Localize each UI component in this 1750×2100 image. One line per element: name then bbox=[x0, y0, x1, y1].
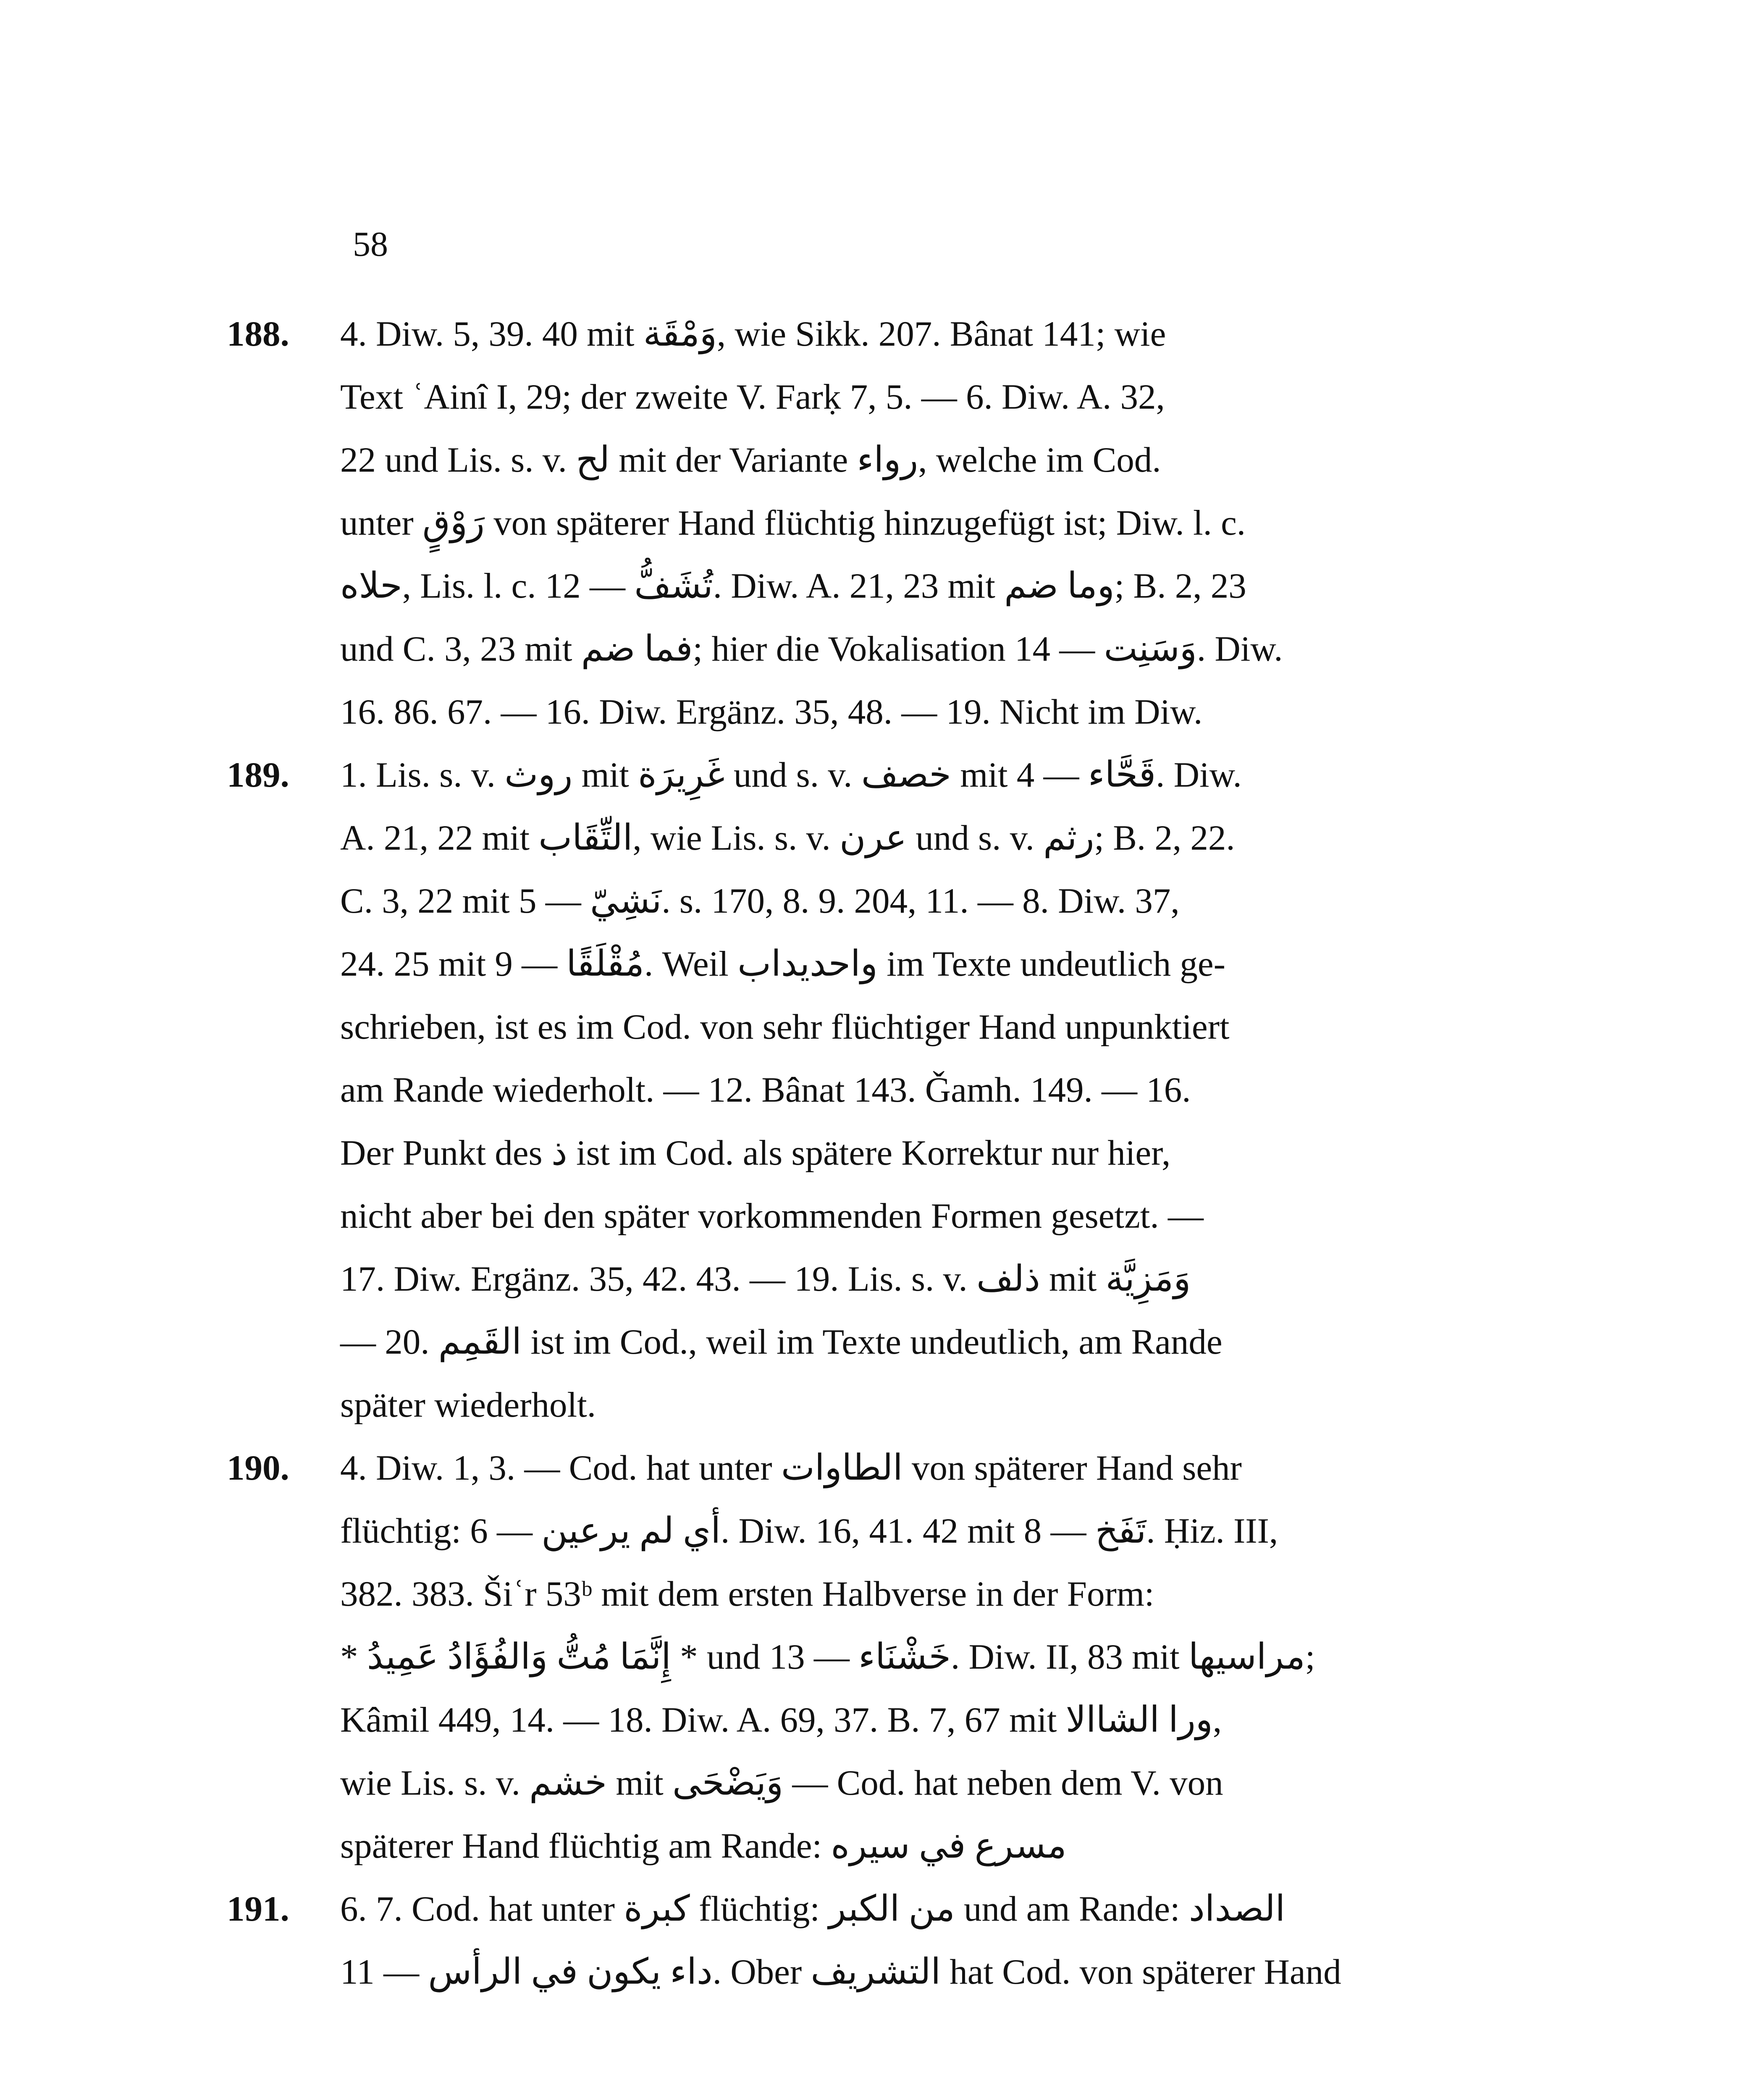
text-line: Kâmil 449, 14. — 18. Diw. A. 69, 37. B. 7, 67 mit ورا الشاالا, bbox=[340, 1700, 1222, 1740]
text-line: C. 3, 22 mit نَشِيّ — 5. s. 170, 8. 9. 204, 11. — 8. Diw. 37, bbox=[340, 881, 1180, 921]
text-line: 17. Diw. Ergänz. 35, 42. 43. — 19. Lis. s. v. ذلف mit وَمَزِيَّة bbox=[340, 1259, 1191, 1299]
text-line: späterer Hand flüchtig am Rande: مسرع في سيره bbox=[340, 1826, 1067, 1866]
text-line: حلاه, Lis. l. c. تُشَفُّ — 12. Diw. A. 21, 23 mit وما ضم; B. 2, 23 bbox=[340, 566, 1246, 606]
text-line: nicht aber bei den später vorkommenden Formen gesetzt. — bbox=[340, 1196, 1204, 1236]
text-line: 4. Diw. 5, 39. 40 mit وَمْقَة, wie Sikk. 207. Bânat 141; wie bbox=[340, 314, 1166, 354]
page-number: 58 bbox=[353, 225, 388, 264]
entry-number: 191. bbox=[227, 1889, 289, 1929]
text-line: wie Lis. s. v. خشم mit وَيَضْحَى — Cod. hat neben dem V. von bbox=[340, 1763, 1223, 1803]
text-line: unter رَوْقٍ von späterer Hand flüchtig hinzugefügt ist; Diw. l. c. bbox=[340, 503, 1246, 543]
entry-number: 190. bbox=[227, 1448, 289, 1488]
entry-191 bbox=[227, 1877, 1520, 2003]
entry-number: 189. bbox=[227, 755, 289, 795]
text-line: schrieben, ist es im Cod. von sehr flüchtiger Hand unpunktiert bbox=[340, 1007, 1230, 1047]
text-line: 6. 7. Cod. hat unter كبرة flüchtig: من الكبر und am Rande: الصداد bbox=[340, 1889, 1286, 1929]
text-line: — 20. القَمِم ist im Cod., weil im Texte undeutlich, am Rande bbox=[340, 1322, 1223, 1362]
text-line: am Rande wiederholt. — 12. Bânat 143. Ǧamh. 149. — 16. bbox=[340, 1070, 1191, 1110]
entry-190 bbox=[227, 1436, 1520, 1877]
text-line: 1. Lis. s. v. روث mit غَرِيرَة und s. v. خصف mit قَحَّاء — 4. Diw. bbox=[340, 755, 1242, 795]
text-line: داء يكون في الرأس — 11. Ober التشريف hat Cod. von späterer Hand bbox=[340, 1952, 1341, 1992]
text-line: später wiederholt. bbox=[340, 1385, 596, 1425]
text-line: Der Punkt des ذ ist im Cod. als spätere Korrektur nur hier, bbox=[340, 1133, 1171, 1173]
text-line: 382. 383. Šiʿr 53ᵇ mit dem ersten Halbverse in der Form: bbox=[340, 1574, 1154, 1614]
text-line: 4. Diw. 1, 3. — Cod. hat unter الطاوات von späterer Hand sehr bbox=[340, 1448, 1242, 1488]
entry-188 bbox=[227, 302, 1520, 743]
entry-189 bbox=[227, 743, 1520, 1436]
notes-column bbox=[227, 302, 1520, 2003]
text-line: A. 21, 22 mit التِّقَاب, wie Lis. s. v. عرن und s. v. رثم; B. 2, 22. bbox=[340, 818, 1235, 858]
text-line: 16. 86. 67. — 16. Diw. Ergänz. 35, 48. — 19. Nicht im Diw. bbox=[340, 692, 1203, 732]
text-line: Text ʿAinî I, 29; der zweite V. Farḳ 7, 5. — 6. Diw. A. 32, bbox=[340, 377, 1165, 417]
text-line: und C. 3, 23 mit فما ضم; hier die Vokalisation وَسَنِت — 14. Diw. bbox=[340, 629, 1283, 669]
text-line: 24. 25 mit مُقْلَقًا — 9. Weil واحديداب im Texte undeutlich ge- bbox=[340, 944, 1225, 984]
text-line: 22 und Lis. s. v. لح mit der Variante رواء, welche im Cod. bbox=[340, 440, 1161, 480]
text-line: flüchtig: أي لم يرعين — 6. Diw. 16, 41. 42 mit تَفَخ — 8. Ḥiz. III, bbox=[340, 1511, 1278, 1551]
text-line: * إِنَّمَا مُتُّ وَالفُؤَادُ عَمِيدُ * und خَشْنَاء — 13. Diw. II, 83 mit مراسيها; bbox=[340, 1637, 1315, 1677]
entry-number: 188. bbox=[227, 314, 289, 354]
